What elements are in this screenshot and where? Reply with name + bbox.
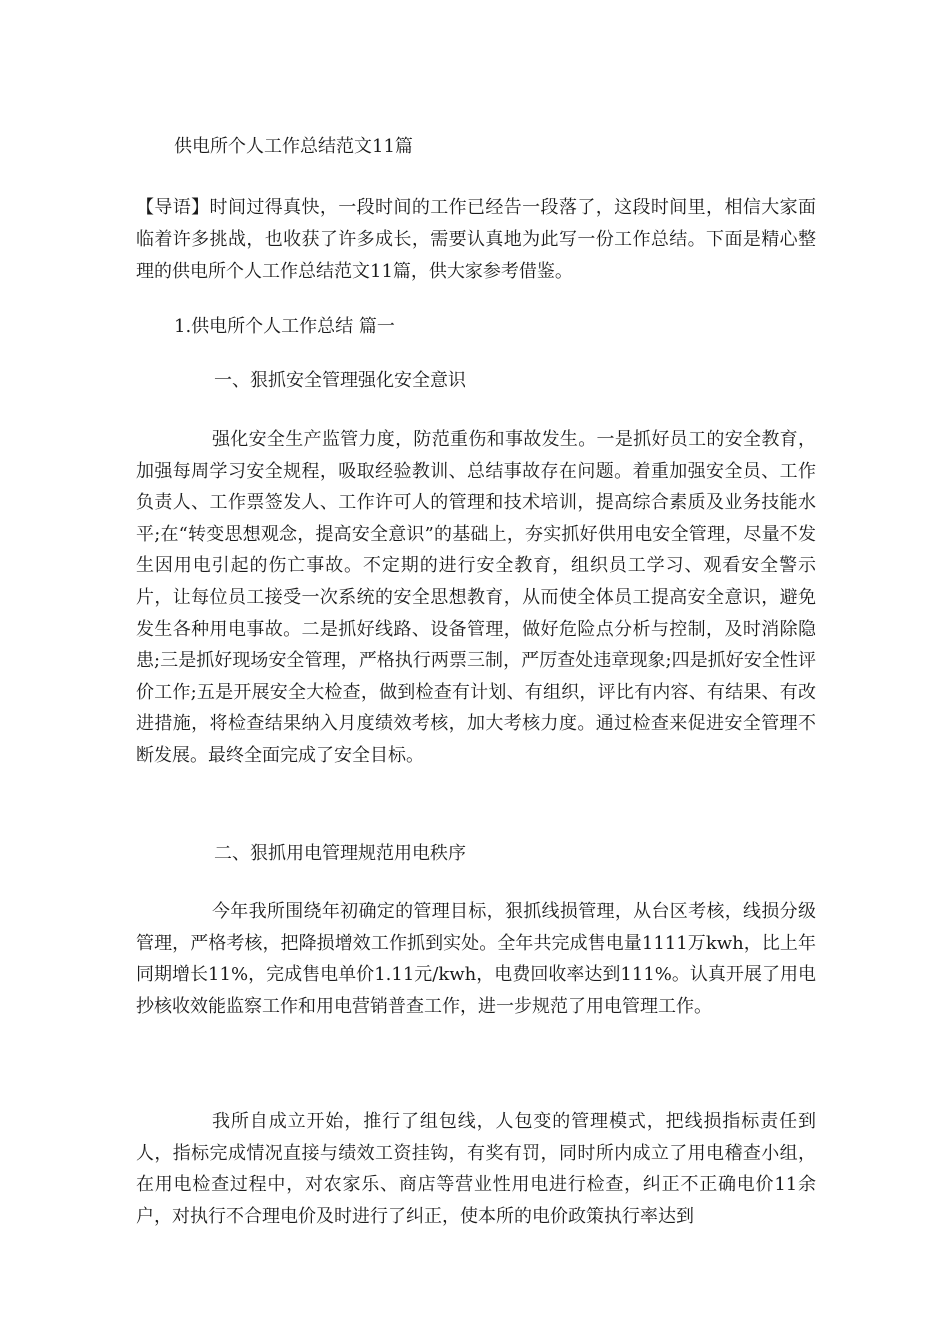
paragraph-power-usage: 今年我所围绕年初确定的管理目标，狠抓线损管理，从台区考核，线损分级管理，严格考核，把降损增效工作抓到实处。全年共完成售电量1111万kwh，比上年同期增长11%，完成售电单价1.11元/kwh，电费回收率达到111%。认真开展了用电抄核收效能监察工作和用电营销普查工作，进一步规范了用电管理工作。 bbox=[136, 901, 816, 1017]
section-heading: 1.供电所个人工作总结 篇一 bbox=[174, 316, 395, 337]
paragraph-safety: 强化安全生产监管力度，防范重伤和事故发生。一是抓好员工的安全教育，加强每周学习安全规程，吸取经验教训、总结事故存在问题。着重加强安全员、工作负责人、工作票签发人、工作许可人的管理和技术培训，提高综合素质及业务技能水平;在“转变思想观念，提高安全意识”的基础上，夯实抓好供用电安全管理，尽量不发生因用电引起的伤亡事故。不定期的进行安全教育，组织员工学习、观看安全警示片，让每位员工接受一次系统的安全思想教育，从而使全体员工提高安全意识，避免发生各种用电事故。二是抓好线路、设备管理，做好危险点分析与控制，及时消除隐患;三是抓好现场安全管理，严格执行两票三制，严厉查处违章现象;四是抓好安全性评价工作;五是开展安全大检查，做到检查有计划、有组织，评比有内容、有结果、有改进措施，将检查结果纳入月度绩效考核，加大考核力度。通过检查来促进安全管理不断发展。最终全面完成了安全目标。 bbox=[136, 429, 816, 766]
paragraph-management: 我所自成立开始，推行了组包线，人包变的管理模式，把线损指标责任到人，指标完成情况直接与绩效工资挂钩，有奖有罚，同时所内成立了用电稽查小组，在用电检查过程中，对农家乐、商店等营业性用电进行检查，纠正不正确电价11余户，对执行不合理电价及时进行了纠正，使本所的电价政策执行率达到 bbox=[136, 1111, 816, 1227]
subheading-power-usage: 二、狠抓用电管理规范用电秩序 bbox=[214, 843, 466, 864]
intro-paragraph: 【导语】时间过得真快，一段时间的工作已经告一段落了，这段时间里，相信大家面临着许多挑战，也收获了许多成长，需要认真地为此写一份工作总结。下面是精心整理的供电所个人工作总结范文11篇，供大家参考借鉴。 bbox=[136, 197, 816, 282]
subheading-safety: 一、狠抓安全管理强化安全意识 bbox=[214, 370, 466, 391]
document-title: 供电所个人工作总结范文11篇 bbox=[174, 136, 413, 157]
